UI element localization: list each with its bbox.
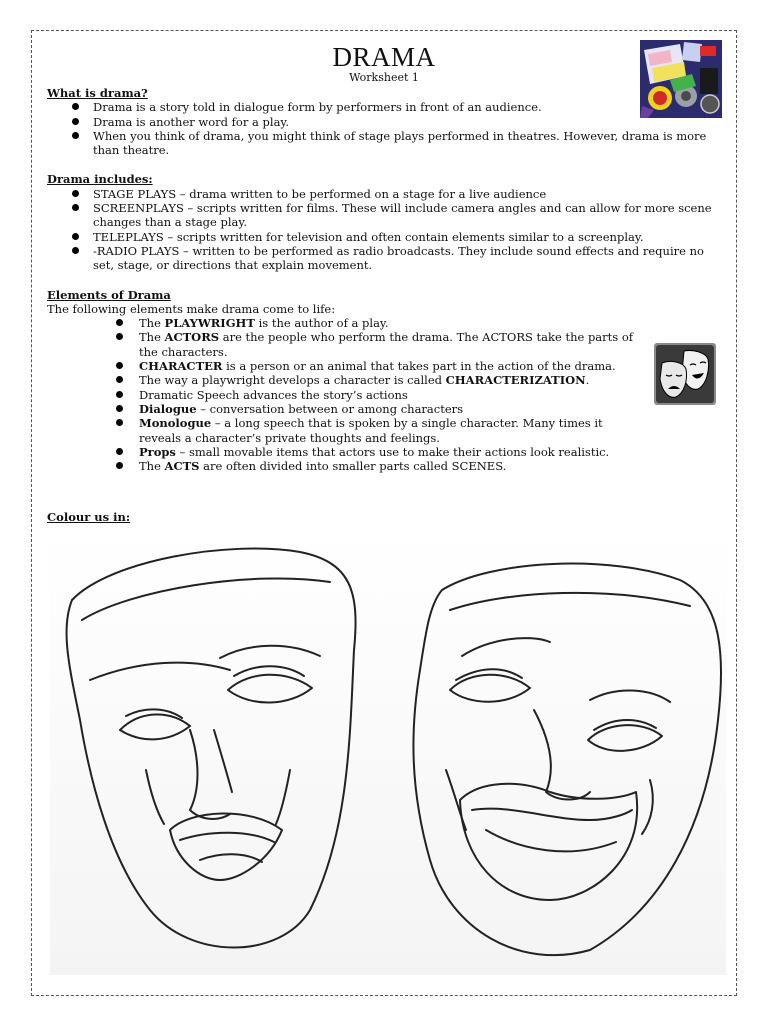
list-item: The way a playwright develops a character is called CHARACTERIZATION. [47,373,647,387]
list-item: STAGE PLAYS – drama written to be performed on a stage for a live audience [47,187,717,201]
list-item: The ACTORS are the people who perform the drama. The ACTORS take the parts of the characters. [47,330,647,359]
what-is-drama-list [47,100,717,157]
comedy-tragedy-masks-outline [50,530,726,975]
drama-includes-list [47,187,717,273]
list-item: -RADIO PLAYS – written to be performed as radio broadcasts. They include sound effects and require no set, stage, or directions that explain movement. [47,244,717,273]
section-heading-elements: Elements of Drama [47,287,171,302]
page-subtitle: Worksheet 1 [349,71,419,84]
section-heading-colour-us-in: Colour us in: [47,510,131,525]
list-item: Dialogue – conversation between or among characters [47,402,647,416]
elements-list [47,316,647,473]
list-item: The PLAYWRIGHT is the author of a play. [47,316,647,330]
list-item: The ACTS are often divided into smaller parts called SCENES. [47,459,647,473]
list-item: SCREENPLAYS – scripts written for films. These will include camera angles and can allow for more scene changes than a stage play. [47,201,717,230]
page-title: DRAMA [332,42,436,72]
section-heading-drama-includes: Drama includes: [47,172,153,187]
section-heading-what-is-drama: What is drama? [47,86,148,100]
comedy-mask-outline [413,564,721,956]
list-item: Dramatic Speech advances the story’s actions [47,388,647,402]
elements-intro: The following elements make drama come to life: [47,301,336,316]
list-item: When you think of drama, you might think of stage plays performed in theatres. However, drama is more than theatre. [47,129,717,158]
list-item: Monologue – a long speech that is spoken by a single character. Many times it reveals a character’s private thoughts and feelings. [47,416,647,445]
list-item: Props – small movable items that actors use to make their actions look realistic. [47,445,647,459]
list-item: TELEPLAYS – scripts written for television and often contain elements similar to a screenplay. [47,230,717,244]
tragedy-mask-outline [67,549,356,948]
list-item: Drama is another word for a play. [47,115,717,129]
worksheet-body [47,86,717,525]
list-item: CHARACTER is a person or an animal that takes part in the action of the drama. [47,359,647,373]
list-item: Drama is a story told in dialogue form by performers in front of an audience. [47,100,717,114]
